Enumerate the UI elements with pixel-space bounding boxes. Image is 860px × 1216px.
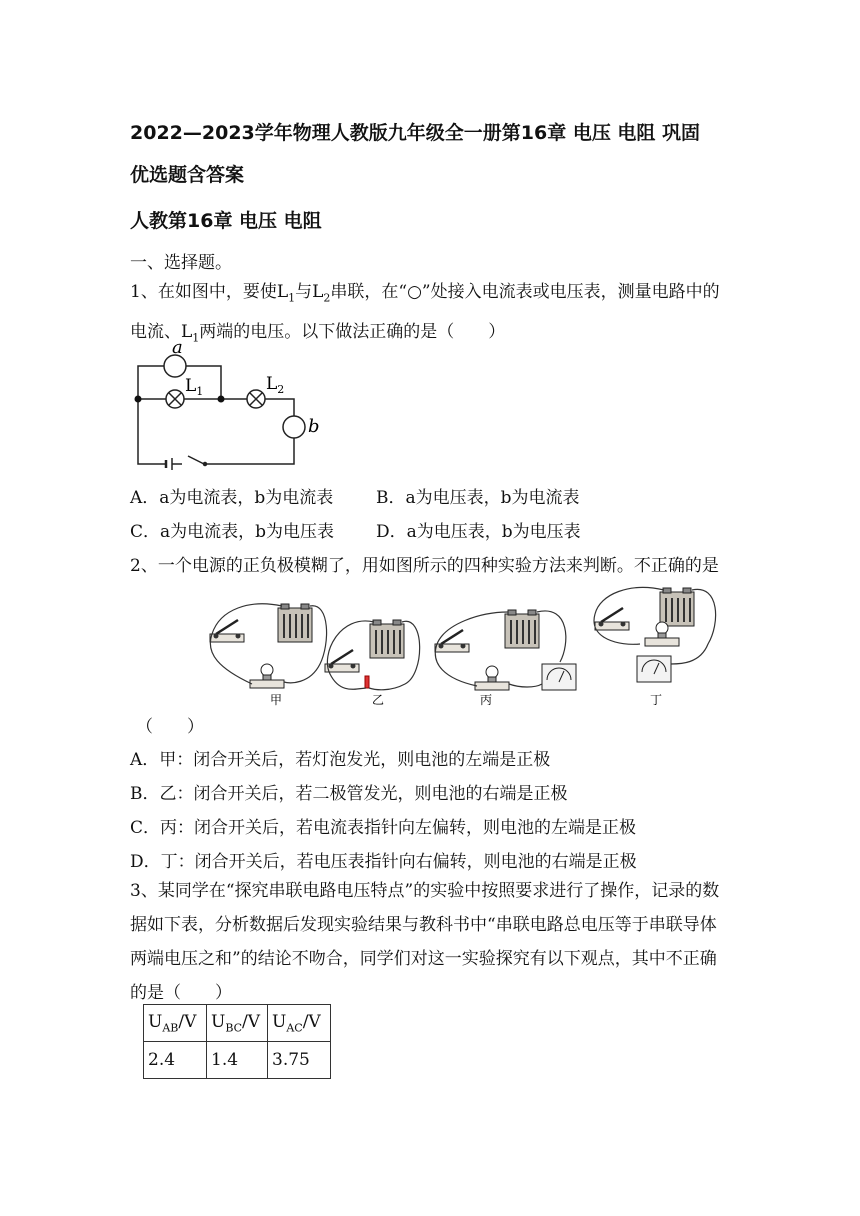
figure-ding-caption: 丁 [650,693,663,707]
question-2-experiment-figures [190,584,730,714]
document-title-line-1: 2022—2023学年物理人教版九年级全一册第16章 电压 电阻 巩固 [130,122,701,144]
question-3-stem: 3、某同学在“探究串联电路电压特点”的实验中按照要求进行了操作，记录的数据如下表，分析数据后发现实验结果与教科书中“串联电路总电压等于串联导体两端电压之和”的结论不吻合，同学们对这一实验探究有以下观点，其中不正确的是（ ） [130,881,720,1003]
section-heading: 一、选择题。 [130,253,232,273]
lamp-l2-label: $L_2$ [266,374,285,396]
chapter-heading: 人教第16章 电压 电阻 [130,210,322,232]
table-header-cell: $U_{AC}/V$ [268,1005,331,1042]
voltage-data-table [143,1004,331,1079]
figure-jia [210,604,327,707]
question-2-stem: 2、一个电源的正负极模糊了，用如图所示的四种实验方法来判断。不正确的是 [130,556,719,576]
table-header-cell: $U_{BC}/V$ [207,1005,268,1042]
meter-a-label: a [172,337,183,358]
q2-option-a: A．甲：闭合开关后，若灯泡发光，则电池的左端是正极 [130,750,551,770]
q2-option-c: C．丙：闭合开关后，若电流表指针向左偏转，则电池的左端是正极 [130,818,637,838]
question-2-answer-paren: （ ） [136,717,204,737]
table-cell: 1.4 [207,1042,268,1079]
q1-option-a: A．a为电流表，b为电流表 [130,488,334,508]
q2-option-b: B．乙：闭合开关后，若二极管发光，则电池的右端是正极 [130,784,568,804]
figure-jia-caption: 甲 [270,693,283,707]
q1-option-b: B．a为电压表，b为电流表 [376,488,580,508]
table-header-row [144,1005,331,1042]
question-1-stem: 1、在如图中，要使$L_1$与$L_2$串联，在“○”处接入电流表或电压表，测量电路中的电流、$L_1$两端的电压。以下做法正确的是（ ） [130,282,720,345]
q1-option-d: D．a为电压表，b为电压表 [376,522,581,542]
table-row [144,1042,331,1079]
question-1-circuit-diagram [128,337,328,470]
document-title-line-2: 优选题含答案 [130,164,245,186]
figure-yi [325,620,420,707]
figure-ding [594,587,716,707]
q2-option-d: D．丁：闭合开关后，若电压表指针向右偏转，则电池的右端是正极 [130,852,637,872]
figure-bing-caption: 丙 [480,693,493,707]
figure-bing [435,610,576,707]
table-cell: 3.75 [268,1042,331,1079]
lamp-l1-label: $L_1$ [185,376,204,398]
table-cell: 2.4 [144,1042,207,1079]
q1-option-c: C．a为电流表，b为电压表 [130,522,335,542]
meter-b-label: b [308,416,320,437]
table-header-cell: $U_{AB}/V$ [144,1005,207,1042]
figure-yi-caption: 乙 [372,693,385,707]
